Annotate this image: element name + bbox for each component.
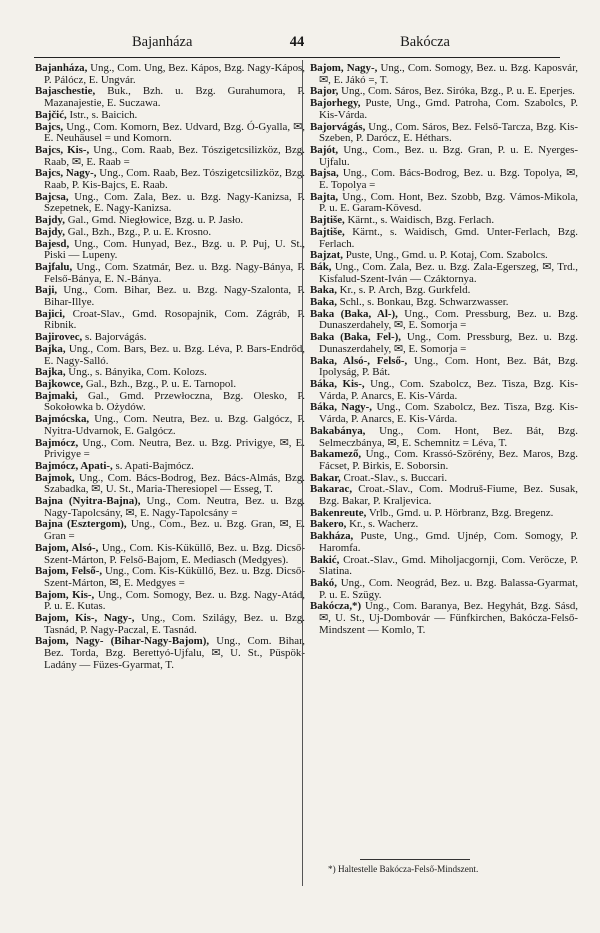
footnote: *) Haltestelle Bakócza-Felső-Mindszent. bbox=[328, 864, 479, 874]
gazetteer-entry bbox=[35, 496, 305, 519]
entry-headword: Bakenreute, bbox=[310, 506, 367, 519]
gazetteer-entry bbox=[310, 426, 578, 449]
entry-text: Puste, Ung., Gmd. u. P. Kotaj, Com. Szabolcs. bbox=[345, 249, 548, 262]
entry-headword: Bajčić, bbox=[35, 108, 67, 121]
entry-headword: Bajmócz, bbox=[35, 436, 79, 449]
gazetteer-entry bbox=[35, 309, 305, 332]
entry-text: Ung., Com. Somogy, Bez. u. Bzg. Kaposvár, ✉, E. Jákó =, T. bbox=[319, 62, 578, 86]
entry-text: Ung., Com. Szabolcz, Bez. Tisza, Bzg. Kis-Várda, P. Anarcs, E. Kis-Várda. bbox=[319, 377, 578, 402]
entry-headword: Bajsa, bbox=[310, 167, 339, 180]
gazetteer-entry bbox=[310, 332, 578, 355]
entry-text: Gal., Bzh., Bzg., P. u. E. Krosno. bbox=[67, 225, 212, 238]
left-column bbox=[35, 63, 305, 672]
gazetteer-entry bbox=[35, 122, 305, 145]
entry-headword: Bakócza,*) bbox=[310, 600, 362, 613]
entry-headword: Báka, Nagy-, bbox=[310, 401, 372, 414]
entry-headword: Bajka, bbox=[35, 342, 66, 355]
header-left-term: Bajanháza bbox=[132, 34, 193, 50]
entry-headword: Bakháza, bbox=[310, 530, 354, 543]
gazetteer-entry bbox=[35, 543, 305, 566]
gazetteer-entry bbox=[35, 262, 305, 285]
gazetteer-entry bbox=[310, 356, 578, 379]
footnote-rule bbox=[360, 859, 470, 860]
entry-headword: Bakamező, bbox=[310, 448, 362, 461]
entry-text: Ung., s. Bányika, Com. Kolozs. bbox=[68, 366, 207, 379]
entry-headword: Bajzat, bbox=[310, 249, 343, 262]
entry-text: Kr., s. Wacherz. bbox=[349, 518, 419, 531]
entry-text: Ung., Com. Neutra, Bez. u. Bzg. Nagy-Tapolcsány, ✉, E. Nagy-Tapolcsány = bbox=[44, 495, 305, 519]
entry-headword: Bajtiše, bbox=[310, 214, 345, 227]
gazetteer-entry bbox=[310, 402, 578, 425]
entry-text: Ung., Com. Bars, Bez. u. Bzg. Léva, P. Bars-Endrőd, E. Nagy-Salló. bbox=[44, 342, 305, 367]
entry-headword: Bajdy, bbox=[35, 225, 65, 238]
entry-headword: Bakero, bbox=[310, 518, 347, 531]
entry-text: Ung., Com. Neutra, Bez. u. Bzg. Galgócz, P. Nyitra-Udvarnok, E. Galgócz. bbox=[44, 413, 305, 437]
entry-headword: Bajom, Kis-, Nagy-, bbox=[35, 612, 135, 625]
entry-text: Vrlb., Gmd. u. P. Hörbranz, Bzg. Bregenz. bbox=[368, 506, 554, 519]
entry-headword: Báka, Kis-, bbox=[310, 377, 365, 390]
entry-headword: Bák, bbox=[310, 260, 332, 273]
entry-headword: Bajót, bbox=[310, 143, 339, 156]
entry-text: Ung., Com. Ung, Bez. Kápos, Bzg. Nagy-Kápos, P. Pálócz, E. Ungvár. bbox=[44, 62, 305, 86]
entry-text: Gal., Gmd. Niegłowice, Bzg. u. P. Jasło. bbox=[67, 214, 244, 227]
entry-text: Ung., Com. Bács-Bodrog, Bez. u. Bzg. Topolya, ✉, E. Topolya = bbox=[319, 167, 578, 192]
entry-text: Ung., Com. Szilágy, Bez. u. Bzg. Tasnád, P. Nagy-Paczal, E. Tasnád. bbox=[44, 612, 305, 636]
entry-text: Ung., Com. Komorn, Bez. Udvard, Bzg. Ó-Gyalla, ✉, E. Neuhäusel = und Komorn. bbox=[44, 120, 305, 145]
entry-headword: Bakar, bbox=[310, 471, 341, 484]
entry-headword: Bajmócz, Apati-, bbox=[35, 459, 113, 472]
entry-text: Ung., Com. Kis-Küküllő, Bez. u. Bzg. Dicső-Szent-Márton, ✉, E. Medgyes = bbox=[44, 565, 305, 589]
gazetteer-entry bbox=[310, 122, 578, 145]
gazetteer-entry bbox=[35, 566, 305, 589]
gazetteer-entry bbox=[310, 168, 578, 191]
entry-text: Ung., Com. Somogy, Bez. u. Bzg. Nagy-Atád, P. u. E. Kutas. bbox=[44, 588, 305, 613]
entry-headword: Bajkowce, bbox=[35, 377, 84, 390]
entry-text: Croat.-Slav., s. Buccari. bbox=[343, 471, 448, 484]
right-column bbox=[310, 63, 578, 636]
header-rule bbox=[34, 57, 560, 58]
gazetteer-entry bbox=[35, 414, 305, 437]
gazetteer-entry bbox=[35, 168, 305, 191]
gazetteer-entry bbox=[310, 449, 578, 472]
entry-text: s. Apati-Bajmócz. bbox=[115, 459, 194, 472]
gazetteer-entry bbox=[35, 239, 305, 262]
entry-text: Ung., Com. Hont, Bez. Bát, Bzg. Ipolyság, P. Bát. bbox=[319, 354, 578, 379]
entry-headword: Bajom, Alsó-, bbox=[35, 541, 99, 554]
page-header bbox=[34, 34, 560, 56]
entry-text: Ung., Com. Kis-Küküllő, Bez. u. Bzg. Dicső-Szent-Márton, P. Felső-Bajom, E. Mediasch (Medgyes). bbox=[44, 541, 305, 566]
gazetteer-entry bbox=[310, 262, 578, 285]
entry-headword: Bajdy, bbox=[35, 214, 65, 227]
gazetteer-entry bbox=[310, 309, 578, 332]
gazetteer-entry bbox=[35, 145, 305, 168]
entry-headword: Baji, bbox=[35, 284, 58, 297]
gazetteer-entry bbox=[35, 438, 305, 461]
entry-text: Ung., Com. Szabolcz, Bez. Tisza, Bzg. Kis-Várda, P. Anarcs, E. Kis-Várda. bbox=[319, 401, 578, 426]
entry-text: Ung., Com. Hont, Bez. Bát, Bzg. Selmeczbánya, ✉, E. Schemnitz = Léva, T. bbox=[319, 424, 578, 449]
entry-headword: Baka, bbox=[310, 296, 337, 309]
entry-text: Ung., Com. Hont, Bez. Szobb, Bzg. Vámos-Mikola, P. u. E. Garam-Kövesd. bbox=[319, 190, 578, 215]
entry-headword: Bajorhegy, bbox=[310, 97, 361, 110]
gazetteer-entry bbox=[35, 86, 305, 109]
gazetteer-entry bbox=[35, 473, 305, 496]
entry-text: Ung., Com. Krassó-Szörény, Bez. Maros, Bzg. Fácset, P. Birkis, E. Soborsin. bbox=[319, 448, 578, 472]
entry-text: Ung., Com., Bez. u. Bzg. Gran, ✉, E. Gran = bbox=[44, 518, 305, 543]
gazetteer-entry bbox=[35, 63, 305, 86]
entry-headword: Baka (Baka, Al-), bbox=[310, 307, 398, 320]
entry-headword: Bajcs, Nagy-, bbox=[35, 167, 97, 180]
entry-text: Ung., Com. Neográd, Bez. u. Bzg. Balassa-Gyarmat, P. u. E. Szügy. bbox=[319, 576, 578, 601]
entry-text: Ung., Com. Baranya, Bez. Hegyhát, Bzg. Sásd, ✉, U. St., Uj-Dombovár — Fünfkirchen, Bakócza-Felső-Mindszent — Komlo, T. bbox=[319, 600, 578, 636]
entry-headword: Bajna (Esztergom), bbox=[35, 518, 127, 531]
entry-headword: Bajesd, bbox=[35, 237, 70, 250]
entry-text: Ung., Com. Bihar, Bez. u. Bzg. Nagy-Szalonta, P. Bihar-Illye. bbox=[44, 284, 305, 309]
entry-text: Kr., s. P. Arch, Bzg. Gurkfeld. bbox=[339, 284, 471, 297]
entry-text: Gal., Bzh., Bzg., P. u. E. Tarnopol. bbox=[85, 377, 237, 390]
entry-headword: Bajom, Felső-, bbox=[35, 565, 103, 578]
entry-text: Buk., Bzh. u. Bzg. Gurahumora, P. Mazanajestie, E. Suczawa. bbox=[44, 85, 305, 110]
entry-text: s. Bajorvágás. bbox=[85, 331, 147, 344]
entry-headword: Bajmócska, bbox=[35, 413, 90, 426]
gazetteer-entry bbox=[310, 192, 578, 215]
entry-headword: Bajom, Nagy- (Bihar-Nagy-Bajom), bbox=[35, 635, 210, 648]
entry-headword: Bajtiše, bbox=[310, 225, 345, 238]
entry-headword: Bajmok, bbox=[35, 471, 75, 484]
entry-headword: Bajorvágás, bbox=[310, 120, 366, 133]
entry-text: Ung., Com. Pressburg, Bez. u. Bzg. Dunaszerdahely, ✉, E. Somorja = bbox=[319, 331, 578, 355]
gazetteer-entry bbox=[35, 636, 305, 671]
gazetteer-entry bbox=[35, 344, 305, 367]
gazetteer-entry bbox=[310, 63, 578, 86]
entry-text: Ung., Com. Raab, Bez. Tószigetcsilizköz, Bzg. Raab, ✉, E. Raab = bbox=[44, 143, 305, 168]
entry-text: Ung., Com. Hunyad, Bez., Bzg. u. P. Puj, U. St., Piski — Lupeny. bbox=[44, 237, 305, 262]
entry-headword: Baka, Alsó-, Felső-, bbox=[310, 354, 408, 367]
entry-text: Ung., Com. Szatmár, Bez. u. Bzg. Nagy-Bánya, P. Felső-Bánya, E. N.-Bánya. bbox=[44, 260, 305, 285]
entry-text: Ung., Com. Raab, Bez. Tószigetcsilizköz, Bzg. Raab, P. Kis-Bajcs, E. Raab. bbox=[44, 167, 305, 192]
entry-text: Croat.-Slav., Com. Modruš-Fiume, Bez. Susak, Bzg. Bakar, P. Kraljevica. bbox=[319, 483, 578, 508]
gazetteer-entry bbox=[35, 590, 305, 613]
gazetteer-entry bbox=[310, 601, 578, 636]
gazetteer-entry bbox=[310, 145, 578, 168]
gazetteer-entry bbox=[35, 519, 305, 542]
header-right-term: Bakócza bbox=[400, 34, 450, 50]
column-divider bbox=[302, 60, 303, 886]
entry-headword: Bakarac, bbox=[310, 483, 353, 496]
entry-headword: Bajmaki, bbox=[35, 389, 78, 402]
entry-text: Istr., s. Baicich. bbox=[69, 108, 138, 121]
entry-headword: Baka, bbox=[310, 284, 337, 297]
entry-text: Ung., Com. Zala, Bez. u. Bzg. Zala-Egerszeg, ✉, Trd., Kisfalud-Szent-Iván — Czáktornya. bbox=[319, 260, 578, 285]
gazetteer-entry bbox=[35, 192, 305, 215]
gazetteer-entry bbox=[310, 379, 578, 402]
entry-headword: Bajcs, Kis-, bbox=[35, 143, 90, 156]
entry-headword: Bajom, Kis-, bbox=[35, 588, 95, 601]
entry-headword: Bajna (Nyitra-Bajna), bbox=[35, 495, 141, 508]
gazetteer-entry bbox=[310, 555, 578, 578]
entry-headword: Bajcsa, bbox=[35, 190, 69, 203]
entry-text: Puste, Ung., Gmd. Patroha, Com. Szabolcs, P. Kis-Várda. bbox=[319, 97, 578, 121]
entry-headword: Baka (Baka, Fel-), bbox=[310, 331, 402, 344]
gazetteer-entry bbox=[310, 484, 578, 507]
entry-headword: Bakabánya, bbox=[310, 424, 366, 437]
entry-headword: Bajanháza, bbox=[35, 62, 88, 74]
entry-headword: Bajirovec, bbox=[35, 331, 83, 344]
entry-text: Croat-Slav., Gmd. Rosopajnik, Com. Zágráb, P. Ribnik. bbox=[44, 307, 305, 332]
entry-headword: Bajka, bbox=[35, 366, 66, 379]
entry-headword: Bajfalu, bbox=[35, 260, 73, 273]
gazetteer-entry bbox=[35, 285, 305, 308]
gazetteer-entry bbox=[310, 531, 578, 554]
gazetteer-entry bbox=[310, 98, 578, 121]
entry-text: Gal., Gmd. Przewłoczna, Bzg. Olesko, P. Sokołowka b. Ożydów. bbox=[44, 389, 305, 414]
entry-text: Croat.-Slav., Gmd. Miholjacgornji, Com. Veröcze, P. Slatina. bbox=[319, 553, 578, 578]
entry-headword: Bajici, bbox=[35, 307, 65, 320]
entry-text: Ung., Com. Bihar, Bez. Torda, Bzg. Berettyó-Ujfalu, ✉, U. St., Püspök-Ladány — Füzes-Gyarmat, T. bbox=[44, 635, 305, 671]
gazetteer-entry bbox=[310, 578, 578, 601]
entry-headword: Bajcs, bbox=[35, 120, 64, 133]
entry-headword: Bajaschestie, bbox=[35, 85, 96, 98]
entry-text: Ung., Com. Zala, Bez. u. Bzg. Nagy-Kanizsa, P. Szepetnek, E. Nagy-Kanizsa. bbox=[44, 190, 305, 215]
entry-headword: Bakó, bbox=[310, 576, 337, 589]
entry-text: Ung., Com. Bács-Bodrog, Bez. Bács-Almás, Bzg. Szabadka, ✉, U. St., Maria-Theresiopel — Esseg, T. bbox=[44, 471, 305, 496]
entry-headword: Bajor, bbox=[310, 85, 339, 98]
entry-text: Schl., s. Bonkau, Bzg. Schwarzwasser. bbox=[339, 296, 509, 309]
entry-text: Ung., Com. Sáros, Bez. Sirókа, Bzg., P. u. E. Eperjes. bbox=[341, 85, 575, 98]
entry-text: Kärnt., s. Waidisch, Gmd. Unter-Ferlach, Bzg. Ferlach. bbox=[319, 225, 578, 250]
gazetteer-entry bbox=[310, 227, 578, 250]
entry-text: Kärnt., s. Waidisch, Bzg. Ferlach. bbox=[347, 214, 495, 227]
gazetteer-entry bbox=[35, 613, 305, 636]
gazetteer-entry bbox=[35, 391, 305, 414]
entry-headword: Bajta, bbox=[310, 190, 339, 203]
page-number: 44 bbox=[289, 34, 305, 50]
entry-text: Ung., Com. Neutra, Bez. u. Bzg. Privigye, ✉, E. Privigye = bbox=[44, 436, 305, 461]
entry-text: Ung., Com., Bez. u. Bzg. Gran, P. u. E. Nyerges-Ujfalu. bbox=[319, 143, 578, 168]
entry-text: Ung., Com. Pressburg, Bez. u. Bzg. Dunaszerdahely, ✉, E. Somorja = bbox=[319, 307, 578, 332]
entry-headword: Bajom, Nagy-, bbox=[310, 62, 378, 74]
entry-text: Puste, Ung., Gmd. Ujnép, Com. Somogy, P. Haromfa. bbox=[319, 530, 579, 554]
entry-headword: Bakić, bbox=[310, 553, 340, 566]
entry-text: Ung., Com. Sáros, Bez. Felső-Tarcza, Bzg. Kis-Szeben, P. Daróсz, E. Héthars. bbox=[319, 120, 578, 145]
